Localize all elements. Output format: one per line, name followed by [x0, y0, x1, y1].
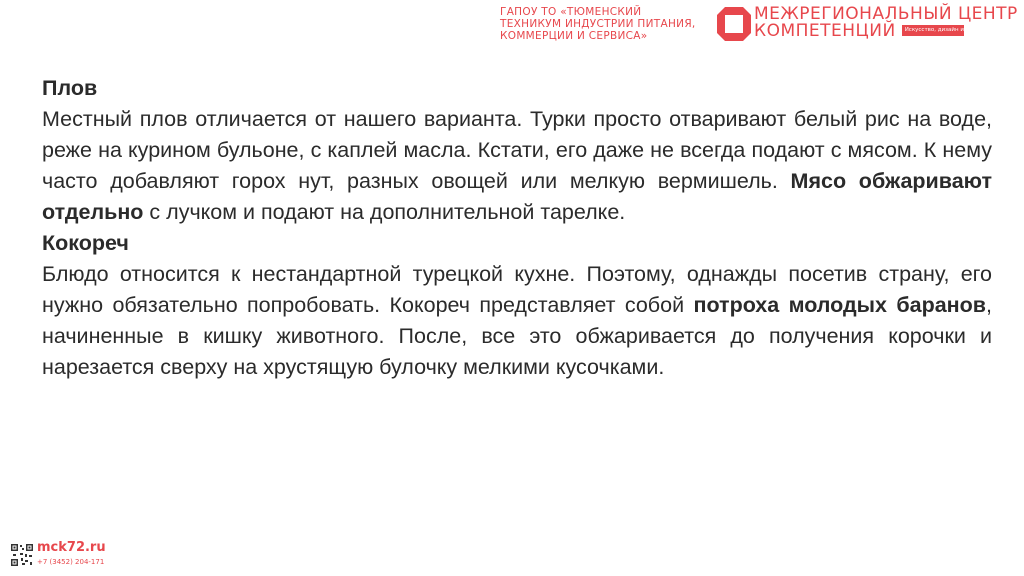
section-title: Плов [42, 76, 98, 100]
org-name [500, 6, 696, 42]
mck-title-line: КОМПЕТЕНЦИЙ [754, 21, 896, 41]
site-link[interactable]: mck72.ru [37, 540, 106, 555]
org-name-line: ТЕХНИКУМ ИНДУСТРИИ ПИТАНИЯ, [500, 18, 696, 30]
section-paragraph [42, 259, 992, 383]
paragraph-text: Блюдо относится к нестандартной турецкой кухне. Поэтому, однажды посетив страну, его нужно обязательно попробовать. Кокореч представляет собой [42, 262, 992, 317]
paragraph-bold: потроха молодых баранов [693, 293, 987, 317]
paragraph-text: с лучком и подают на дополнительной тарелке. [143, 200, 626, 224]
section-paragraph [42, 104, 992, 228]
qr-code-icon [10, 543, 34, 567]
org-name-line: ГАПОУ ТО «ТЮМЕНСКИЙ [500, 6, 642, 18]
org-name-line: КОММЕРЦИИ И СЕРВИСА» [500, 30, 648, 42]
phone-number: +7 (3452) 204-171 [37, 558, 105, 566]
article [42, 73, 992, 383]
paragraph-bold: Мясо обжаривают отдельно [42, 169, 993, 224]
mck-title-line: МЕЖРЕГИОНАЛЬНЫЙ ЦЕНТР [754, 4, 1018, 24]
mck-badge: Искусство, дизайн и сфера услуг [902, 25, 964, 36]
paragraph-text: Местный плов отличается от нашего варианта. Турки просто отваривают белый рис на воде, реже на курином бульоне, с каплей масла. Кстати, его даже не всегда подают с мясом. К нему часто добавляют горох нут, разных овощей или мелкую вермишель. [42, 107, 992, 193]
mck-logo-icon [716, 6, 752, 42]
section-title: Кокореч [42, 231, 129, 255]
paragraph-text: , начиненные в кишку животного. После, все это обжаривается до получения корочки и нарезается сверху на хрустящую булочку мелкими кусочками. [42, 293, 992, 379]
mck-title [754, 6, 1018, 40]
